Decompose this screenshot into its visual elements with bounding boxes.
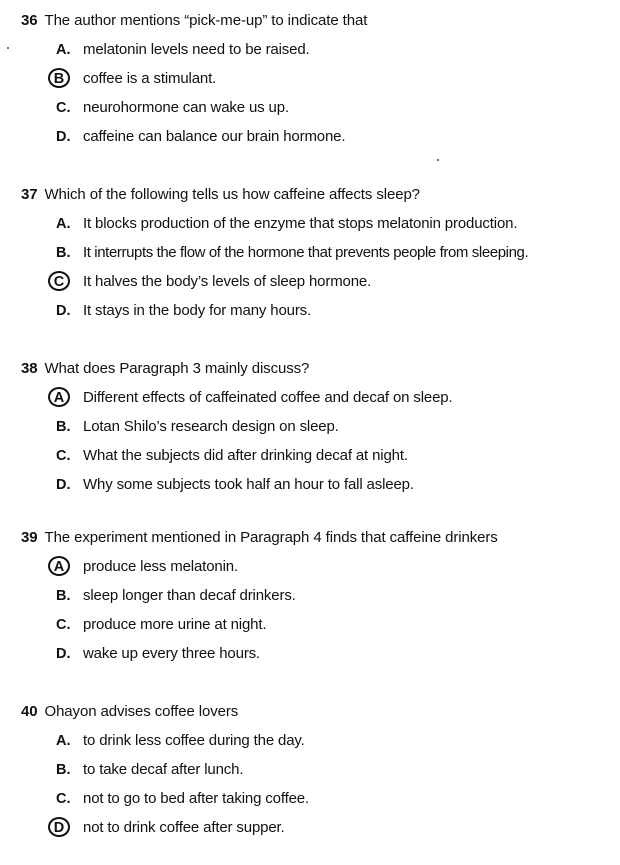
option-text: Lotan Shilo’s research design on sleep. xyxy=(83,418,339,435)
option-text: Different effects of caffeinated coffee and decaf on sleep. xyxy=(83,389,453,406)
option-letter: D . xyxy=(56,127,76,147)
option-c-selected[interactable] xyxy=(0,272,620,292)
option-d[interactable] xyxy=(0,301,620,321)
option-text: produce less melatonin. xyxy=(83,558,238,575)
question-stem xyxy=(21,11,367,31)
option-text: caffeine can balance our brain hormone. xyxy=(83,128,346,145)
option-letter: B . xyxy=(56,417,76,437)
option-c[interactable] xyxy=(0,789,620,809)
option-c[interactable] xyxy=(0,446,620,466)
question-number: 37 xyxy=(21,186,38,203)
option-a-selected[interactable] xyxy=(0,388,620,408)
option-letter: D . xyxy=(56,644,76,664)
question-number: 36 xyxy=(21,12,38,29)
option-text: wake up every three hours. xyxy=(83,645,261,662)
option-text: produce more urine at night. xyxy=(83,616,267,633)
question-stem xyxy=(21,528,498,548)
option-letter: B . xyxy=(56,243,76,263)
option-text: What the subjects did after drinking decaf at night. xyxy=(83,447,408,464)
question-number: 40 xyxy=(21,703,38,720)
question-text: The experiment mentioned in Paragraph 4 finds that caffeine drinkers xyxy=(44,529,498,546)
question-number: 38 xyxy=(21,360,38,377)
option-text: Why some subjects took half an hour to fall asleep. xyxy=(83,476,414,493)
option-letter: A . xyxy=(56,214,76,234)
option-text: It stays in the body for many hours. xyxy=(83,302,312,319)
option-d[interactable] xyxy=(0,644,620,664)
option-text: It halves the body’s levels of sleep hormone. xyxy=(83,273,372,290)
option-letter: B . xyxy=(56,586,76,606)
option-letter: A xyxy=(53,390,65,406)
question-number: 39 xyxy=(21,529,38,546)
option-text: sleep longer than decaf drinkers. xyxy=(83,587,296,604)
option-letter: B . xyxy=(56,760,76,780)
option-text: not to go to bed after taking coffee. xyxy=(83,790,310,807)
scan-speck xyxy=(7,47,9,49)
option-b[interactable] xyxy=(0,760,620,780)
option-letter: C . xyxy=(56,789,76,809)
question-stem xyxy=(21,185,420,205)
option-b[interactable] xyxy=(0,417,620,437)
question-text: The author mentions “pick-me-up” to indicate that xyxy=(44,12,368,29)
option-a[interactable] xyxy=(0,40,620,60)
option-d-selected[interactable] xyxy=(0,818,620,838)
option-letter: D xyxy=(53,820,65,836)
option-text: to drink less coffee during the day. xyxy=(83,732,305,749)
option-text: coffee is a stimulant. xyxy=(83,70,217,87)
question-text: Ohayon advises coffee lovers xyxy=(44,703,239,720)
question-text: What does Paragraph 3 mainly discuss? xyxy=(44,360,310,377)
option-letter: A . xyxy=(56,731,76,751)
option-letter: D . xyxy=(56,301,76,321)
option-b[interactable] xyxy=(0,243,620,263)
option-c[interactable] xyxy=(0,615,620,635)
option-letter: A xyxy=(53,559,65,575)
option-b-selected[interactable] xyxy=(0,69,620,89)
option-text: melatonin levels need to be raised. xyxy=(83,41,310,58)
option-text: not to drink coffee after supper. xyxy=(83,819,285,836)
option-b[interactable] xyxy=(0,586,620,606)
option-d[interactable] xyxy=(0,127,620,147)
option-d[interactable] xyxy=(0,475,620,495)
option-letter: A . xyxy=(56,40,76,60)
question-text: Which of the following tells us how caffeine affects sleep? xyxy=(44,186,420,203)
option-letter: C . xyxy=(56,98,76,118)
option-a[interactable] xyxy=(0,731,620,751)
option-text: It blocks production of the enzyme that stops melatonin production. xyxy=(83,215,518,232)
option-text: to take decaf after lunch. xyxy=(83,761,244,778)
scan-speck xyxy=(437,159,439,161)
option-a-selected[interactable] xyxy=(0,557,620,577)
option-letter: D . xyxy=(56,475,76,495)
question-stem xyxy=(21,359,309,379)
option-letter: C . xyxy=(56,446,76,466)
option-letter: C . xyxy=(56,615,76,635)
option-text: neurohormone can wake us up. xyxy=(83,99,289,116)
question-stem xyxy=(21,702,238,722)
option-text: It interrupts the flow of the hormone that prevents people from sleeping. xyxy=(83,244,529,261)
option-a[interactable] xyxy=(0,214,620,234)
option-c[interactable] xyxy=(0,98,620,118)
option-letter: B xyxy=(53,71,65,87)
option-letter: C xyxy=(53,274,65,290)
